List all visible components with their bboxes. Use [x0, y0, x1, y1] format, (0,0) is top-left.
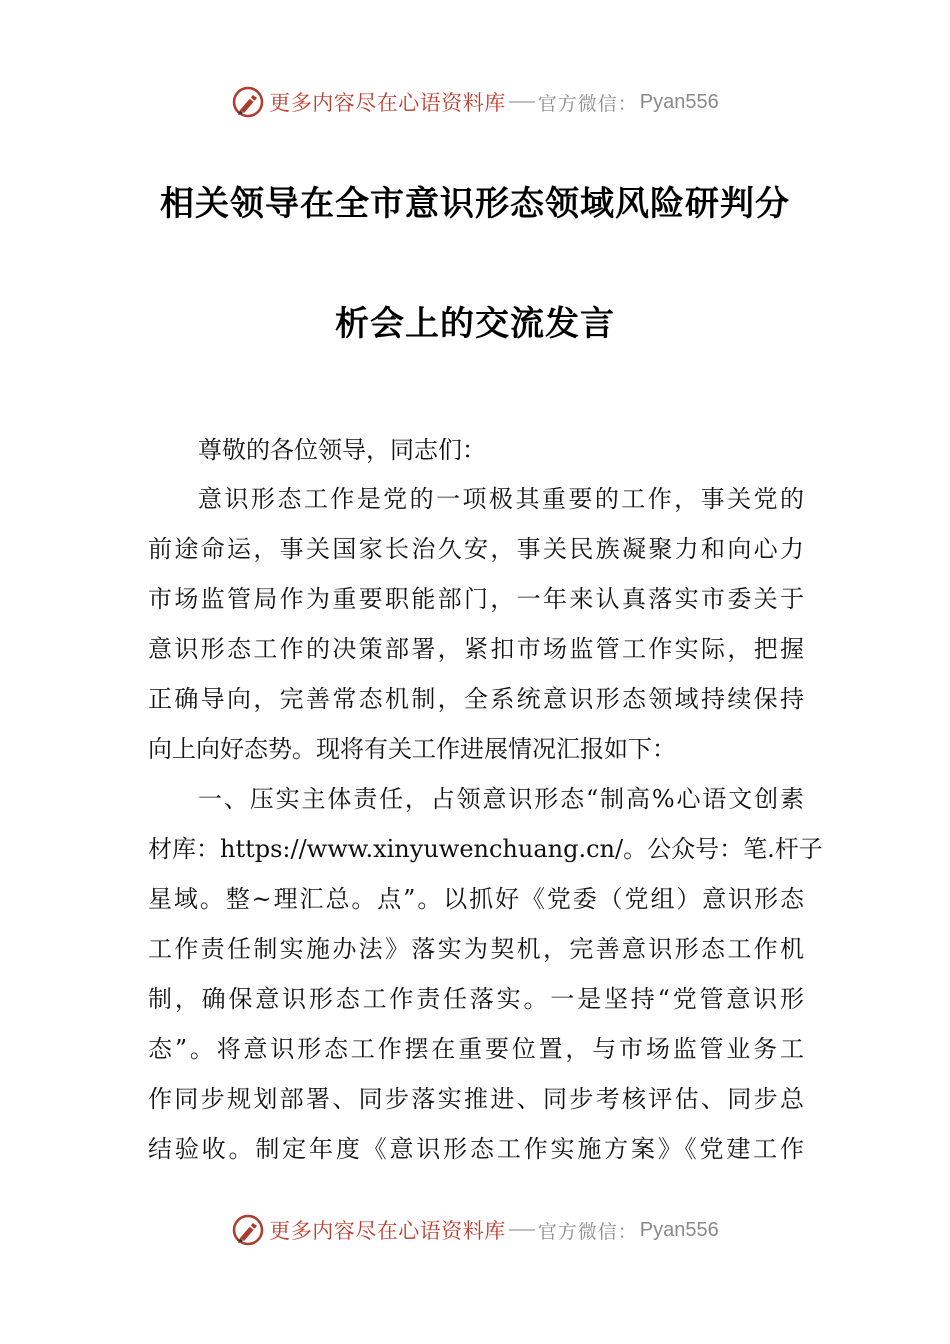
contact-label: 官方微信：	[537, 1220, 638, 1243]
contact-id: Pyan556	[639, 1218, 719, 1241]
body-line: 结验收。制定年度《意识形态工作实施方案》《党建工作	[148, 1135, 804, 1163]
body-line: 制，确保意识形态工作责任落实。一是坚持“党管意识形	[148, 985, 804, 1013]
body-line: 意识形态工作是党的一项极其重要的工作，事关党的	[198, 485, 804, 513]
document-title-line-1: 相关领导在全市意识形态领域风险研判分	[160, 184, 790, 224]
document-title-line-2: 析会上的交流发言	[335, 304, 615, 344]
footer-banner	[0, 1210, 950, 1250]
section-heading-line: 一、压实主体责任，占领意识形态“制高%心语文创素	[198, 785, 804, 813]
body-line-with-url: 材库：https://www.xinyuwenchuang.cn/。公众号：笔.杆子	[148, 835, 823, 863]
contact-label: 官方微信：	[537, 92, 638, 115]
body-line: 态”。将意识形态工作摆在重要位置，与市场监管业务工	[148, 1035, 804, 1063]
salutation: 尊敬的各位领导，同志们：	[198, 436, 486, 464]
contact-id: Pyan556	[639, 90, 719, 113]
body-line: 作同步规划部署、同步落实推进、同步考核评估、同步总	[148, 1085, 804, 1113]
body-line: 工作责任制实施办法》落实为契机，完善意识形态工作机	[148, 935, 804, 963]
header-banner	[0, 82, 950, 122]
body-line: 星域。整~理汇总。点”。以抓好《党委（党组）意识形态	[148, 885, 804, 913]
brand-text: 更多内容尽在心语资料库	[269, 1219, 506, 1243]
banner-divider	[509, 1229, 535, 1231]
body-line: 向上向好态势。现将有关工作进展情况汇报如下：	[148, 735, 676, 763]
pen-logo-icon	[231, 1213, 265, 1247]
body-line: 意识形态工作的决策部署，紧扣市场监管工作实际，把握	[148, 635, 804, 663]
body-line: 市场监管局作为重要职能部门，一年来认真落实市委关于	[148, 585, 804, 613]
brand-text: 更多内容尽在心语资料库	[269, 91, 506, 115]
body-line: 前途命运，事关国家长治久安，事关民族凝聚力和向心力	[148, 535, 804, 563]
pen-logo-icon	[231, 85, 265, 119]
body-line: 正确导向，完善常态机制，全系统意识形态领域持续保持	[148, 685, 804, 713]
banner-divider	[509, 101, 535, 103]
